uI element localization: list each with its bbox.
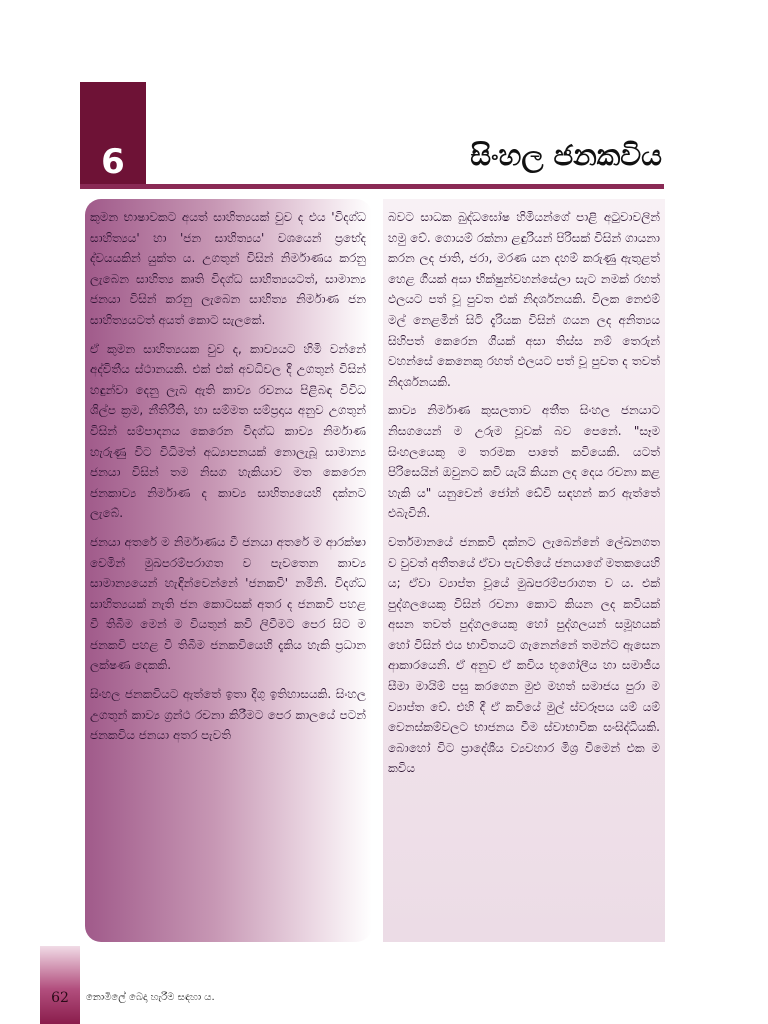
paragraph: සිංහල ජනකවියට ඇත්තේ ඉතා දිගු ඉතිහාසයකි. සිංහල උගතුන් කාව්‍ය ග්‍රන්ථ රචනා කිරීමට පෙර කාලයේ පටන් ජනකවිය ජනයා අතර පැවති [90, 687, 366, 743]
page-number: 62 [51, 990, 69, 1006]
footer-note: නොමිලේ බෙදා හැරීම සඳහා ය. [86, 992, 215, 1003]
chapter-title: සිංහල ජනකවිය [470, 138, 662, 172]
footer-color-bar [40, 946, 80, 1024]
right-text-column [388, 207, 660, 940]
paragraph: කුමන භාෂාවකට අයත් සාහිත්‍යයක් වුව ද එය 'විදග්ධ සාහිත්‍යය' හා 'ජන සාහිත්‍යය' වශයෙන් ප්‍රභේද ද්වයයකින් යුක්ත ය. උගතුන් විසින් නිර්මාණය කරනු ලැබෙන සාහිත්‍ය කෘති විදග්ධ සාහිත්‍යයටත්, සාමාන්‍ය ජනයා විසින් කරනු ලැබෙන සාහිත්‍ය නිර්මාණ ජන සාහිත්‍යයටත් අයත් කොට සැලකේ. [90, 210, 366, 327]
paragraph: බවට සාධක බුද්ධඝෝෂ හිමියන්ගේ පාළි අටුවාවලින් හමු වේ. ගොයම් රක්නා ළඳුරියන් පිරිසක් විසින් ගායනා කරන ලද ජාති, ජරා, මරණ යන දහම් කරුණු ඇතුළත් හෙළ ගීයක් අසා භික්ෂුන්වහන්සේලා සැට නමක් රහත් ඵලයට පත් වූ පුවත එක් නිදර්ශනයකි. විලක නෙළුම් මල් නෙළමින් සිටි දැරියක විසින් ගයන ලද අනිත්‍යය සිහිපත් කෙරෙන ගීයක් අසා තිස්ස නම් තෙරුන් වහන්සේ කෙනෙකු රහත් ඵලයට පත් වූ පුවත ද තවත් නිදර්ශනයකි. [388, 210, 660, 389]
chapter-number-box [80, 82, 146, 188]
paragraph: වර්තමානයේ ජනකවි දක්නට ලැබෙන්නේ ලේඛනගත ව වුවත් අතීතයේ ඒවා පැවතියේ ජනයාගේ මතකයෙහි ය; ඒවා ව්‍යාප්ත වූයේ මුඛපරම්පරාගත ව ය. එක් පුද්ගලයෙකු විසින් රචනා කොට කියන ලද කවියක් අසන තවත් පුද්ගලයෙකු හෝ පුද්ගලයන් සමූහයක් හෝ විසින් එය භාවිතයට ගැනෙන්නේ තමන්ට ඇසෙන ආකාරයෙනි. ඒ අනුව ඒ කවිය භූගෝලීය හා සමාජීය සීමා මායිම් පසු කරගෙන මුළු මහත් සමාජය පුරා ම ව්‍යාප්ත වේ. එහි දී ඒ කවියේ මුල් ස්වරූපය යම් යම් වෙනස්කම්වලට භාජනය වීම ස්වාභාවික සංසිද්ධියකි. බොහෝ විට ප්‍රාදේශීය ව්‍යවහාර මිශ්‍ර වීමෙන් එක ම කවිය [388, 534, 660, 776]
paragraph: ජනයා අතරේ ම නිර්මාණය වී ජනයා අතරේ ම ආරක්ෂා වෙමින් මුඛපරම්පරාගත ව පැවතෙන කාව්‍ය සාමාන්‍යයෙන් හැඳින්වෙන්නේ 'ජනකවි' නමිනි. විදග්ධ සාහිත්‍යයක් නැති ජන කොටසක් අතර ද ජනකවි පහළ වී තිබීම මෙන් ම වියතුන් කවි ලිවීමට පෙර සිට ම ජනකවි පහළ වී තිබීම ජනකවියෙහි දැකිය හැකි ප්‍රධාන ලක්ෂණ දෙකකි. [90, 534, 366, 673]
left-text-column [90, 207, 366, 940]
paragraph: ඒ කුමන සාහිත්‍යයක වුව ද, කාව්‍යයට හිමි වන්නේ අද්විතීය ස්ථානයකි. එක් එක් අවධිවල දී උගතුන් විසින් හඳුන්වා දෙනු ලැබ ඇති කාව්‍ය රචනය පිළිබඳ විවිධ ශිල්ප ක්‍රම, නීතිරීති, හා සම්මත සම්ප්‍රදාය අනුව උගතුන් විසින් සම්පාදනය කෙරෙන විදග්ධ කාව්‍ය නිර්මාණ හැරුණු විට විධිමත් අධ්‍යාපනයක් නොලැබූ සාමාන්‍ය ජනයා විසින් තම නිසග හැකියාව මත කෙරෙන ජනකාව්‍ය නිර්මාණ ද කාව්‍ය සාහිත්‍යයෙහි දක්නට ලැබේ. [90, 341, 366, 521]
paragraph: කාව්‍ය නිර්මාණ කුසලතාව අතීත සිංහල ජනයාට නිසගයෙන් ම උරුම වූවක් බව පෙනේ. "සෑම සිංහලයෙකු ම තරමක පාතේ කවියෙකි. යටත් පිරිසෙයින් ඔවුනට කවි යැයි කියන ලද දෙය රචනා කළ හැකි ය" යනුවෙන් ජෝන් ඩේවි සඳහන් කර ඇත්තේ එබැවිනි. [388, 403, 660, 521]
title-underline [80, 184, 664, 189]
chapter-number: 6 [101, 142, 125, 182]
